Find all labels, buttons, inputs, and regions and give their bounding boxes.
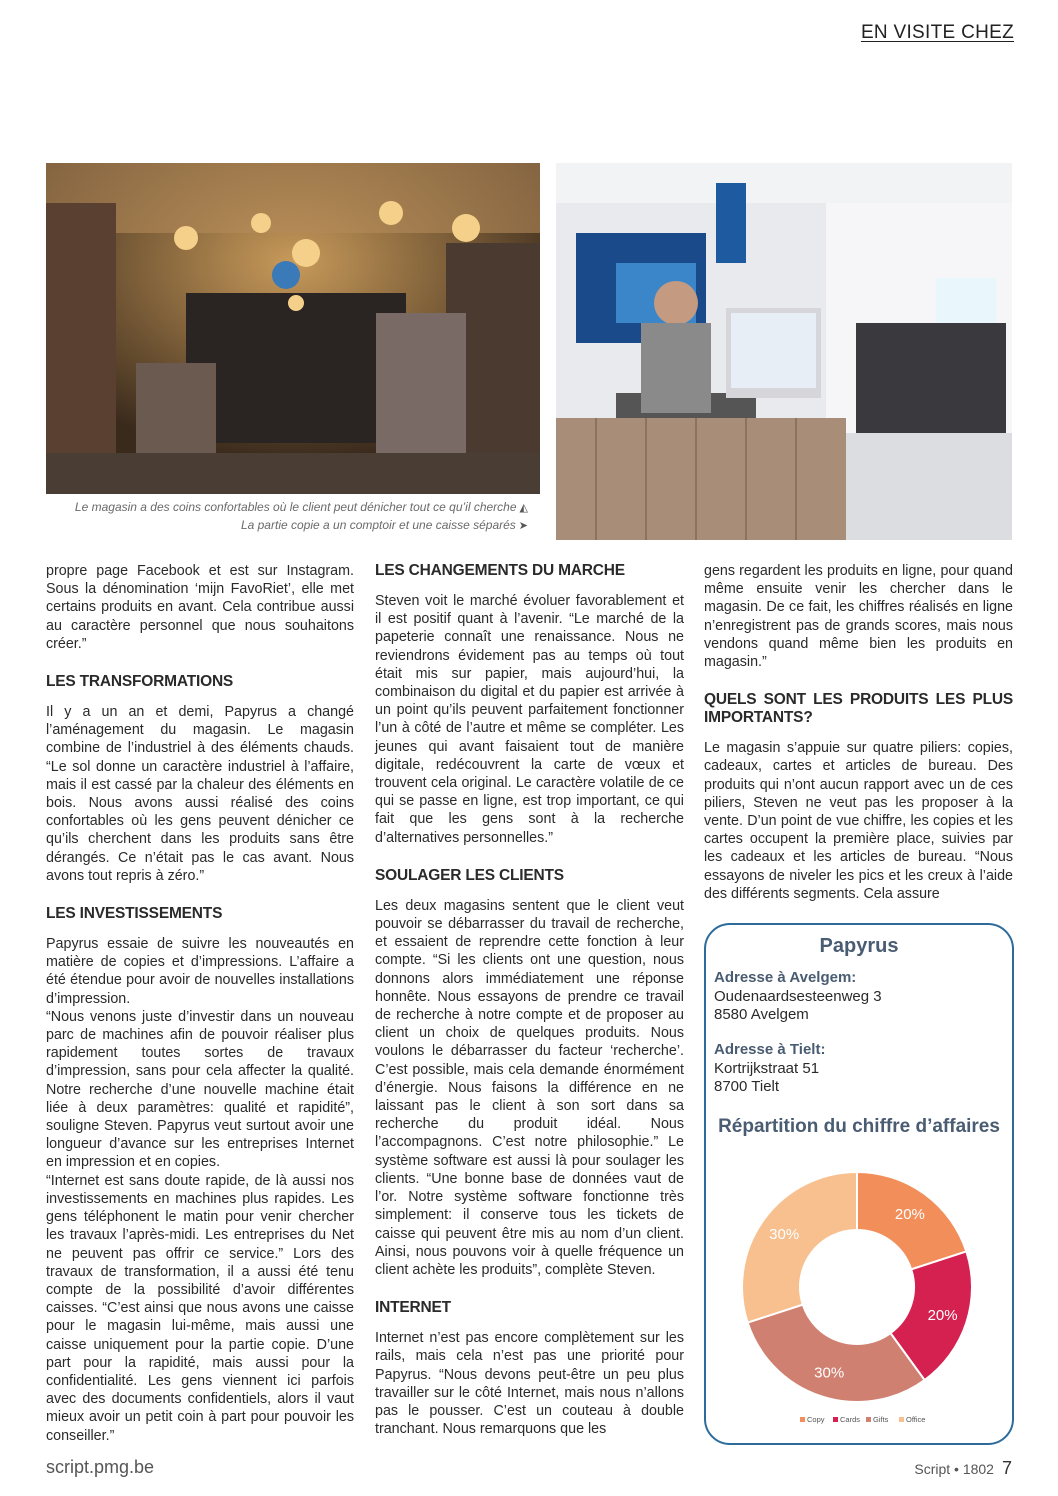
paragraph: “Internet est sans doute rapide, de là aussi nos investissements en machines plus rapides. Les gens téléphonent le matin pour venir chercher les travaux l’après-midi. Les entreprises du Net ne peuvent pas offrir ce service.” Lors des travaux de transformation, il a aussi été tenu compte de la possibilité d’avoir différentes caisses. “C’est ainsi que nous avons une caisse pour le magasin lui-même, mais aussi une caisse uniquement pour la partie copie. D’une part pour la rapidité, mais aussi pour la confidentialité. Les gens viennent ici parfois avec des documents confidentiels, alors il vaut mieux avoir un petit coin à part pour pouvoir les conseiller.” [46,1172,354,1444]
legend-swatch-copy [800,1417,805,1422]
legend-swatch-office [899,1417,904,1422]
data-label-office: 30% [769,1226,800,1244]
chart-title: Répartition du chiffre d’affaires [718,1116,1000,1137]
footer-website: script.pmg.be [46,1457,155,1477]
paragraph: Papyrus essaie de suivre les nouveautés en matière de copies et d’impressions. L’affaire a été étendue pour avoir de nouvelles installations d’impression. [46,936,354,1007]
paragraph: Le magasin s’appuie sur quatre piliers: copies, cadeaux, cartes et articles de bureau. Des produits qui n’ont aucun rapport avec un de ces piliers, Steven ne veut pas les proposer à la vente. D’un point de vue chiffre, les copies et les cartes occupent la première place, suivies par les cadeaux et les articles de bureau. “Nous essayons de niveler les pics et les creux à l’aide des différents segments. Cela assure [704,740,1013,902]
paragraph: “Nous venons juste d’investir dans un nouveau parc de machines afin de pouvoir réaliser plus rapidement toutes sortes de travaux d’impression, sans pour cela affecter la qualité. Notre recherche d’une nouvelle machine était liée à deux paramètres: qualité et rapidité”, souligne Steven. Papyrus veut surtout avoir une longueur d’avance sur les entreprises Internet en impression et en copies. [46,1008,354,1171]
page-number: 7 [1001,1458,1012,1478]
address-tielt [714,1041,825,1097]
footer-issue [914,1458,1012,1479]
donut-slice-gifts [748,1305,925,1402]
article-column-3 [704,562,1013,903]
heading-transformations: LES TRANSFORMATIONS [46,673,234,691]
legend-swatch-cards [833,1417,838,1422]
address-line: Kortrijkstraat 51 [714,1059,820,1077]
arrow-right-icon: ➤ [518,520,528,532]
legend-label-copy: Copy [807,1415,825,1424]
heading-soulager: SOULAGER LES CLIENTS [375,866,564,884]
paragraph: gens regardent les produits en ligne, pour quand même ensuite venir les chercher dans le magasin. De ce fait, les chiffres réalisés en ligne n’enregistrent pas de grands scores, mais nous vendons quand même bien les produits en magasin.” [704,563,1013,671]
copy-counter-photo [556,163,1012,540]
heading-changements: LES CHANGEMENTS DU MARCHE [375,562,625,579]
legend-swatch-gifts [866,1417,871,1422]
donut-slice-office [742,1172,857,1323]
article-column-1 [46,562,354,1445]
article-column-2 [375,562,684,1438]
photo-caption-right [241,518,528,532]
address-label: Adresse à Tielt: [714,1041,826,1058]
paragraph: Steven voit le marché évoluer favorablement et il est positif quant à l’avenir. “Le marché de la papeterie connaît une renaissance. Nous ne reviendrons évidement pas au temps où tout était mis sur papier, mais aujourd’hui, la combinaison du digital et du papier est arrivée à un point qu’ils peuvent parfaitement fonctionner l’un à côté de l’autre et même se compléter. Les jeunes qui avant faisaient tout de manière digitale, redécouvrent la carte de vœux et trouvent cela original. Le caractère volatile de ce qui se passe en ligne, est trop important, ce qui fait que les gens sont à la recherche d’alternatives personnelles.” [375,593,684,846]
paragraph: Internet n’est pas encore complètement sur les rails, mais cela n’est pas une priorité pour Papyrus. “Nous devons peut-être un peu plus travailler sur le côté Internet, mais nous n’allons pas le pousser. C’est un couteau à double tranchant. Nous remarquons que les [375,1330,684,1438]
address-label: Adresse à Avelgem: [714,969,857,986]
photo-caption-left [75,500,528,514]
data-label-copy: 20% [894,1206,925,1224]
address-line: Oudenaardsesteenweg 3 [714,987,882,1005]
address-line: 8580 Avelgem [714,1006,809,1023]
arrow-up-icon: ◭ [519,502,528,514]
address-avelgem [714,969,882,1025]
issue-label: Script • 1802 [914,1461,994,1477]
data-label-cards: 20% [927,1306,958,1324]
paragraph: Les deux magasins sentent que le client veut pouvoir se débarrasser du travail de recherche, et essaient de reprendre cette fonction à leur compte. “Si les clients ont une question, nous donnons alors immédiatement une réponse honnête. Nous essayons de prendre ce travail de recherche à notre compte et de proposer au client un choix de quelques produits. Nous voulons le débarrasser du facteur ‘recherche’. C’est possible, mais cela demande énormément d’énergie. Nous faisons la différence en ne laissant pas le client à son sort dans sa recherche du produit idéal. Nous l’accompagnons. C’est notre philosophie.” Le système software est aussi là pour soulager les clients. “Une bonne base de données vaut de l’or. Notre système software fonctionne très simplement: il conserve tous les tickets de caisse qui peuvent être mis au nom d’un client. Ainsi, nous pouvons voir à quelle fréquence un client achète les produits”, complète Steven. [375,897,684,1278]
legend-label-cards: Cards [840,1415,861,1424]
paragraph: Il y a un an et demi, Papyrus a changé l’aménagement du magasin. Le magasin combine de l’industriel à des éléments chauds. “Le sol donne un caractère industriel à l’affaire, mais il est cassé par la chaleur des éléments en bois. Nous avons aussi réalisé des coins confortables où les gens peuvent dénicher ce qu’ils cherchent dans les produits sans être dérangés. Ce n’était pas le cas avant. Nous avons tout repris à zéro.” [46,704,354,884]
caption-text-left: Le magasin a des coins confortables où le client peut dénicher tout ce qu’il cherche [74,500,517,514]
heading-investissements: LES INVESTISSEMENTS [46,905,223,923]
data-label-gifts: 30% [814,1364,845,1382]
revenue-donut-chart [704,1160,1014,1445]
legend-label-gifts: Gifts [873,1415,889,1424]
address-line: 8700 Tielt [714,1078,780,1095]
legend-label-office: Office [906,1415,926,1424]
section-label: EN VISITE CHEZ [860,22,1014,43]
caption-text-right: La partie copie a un comptoir et une caisse séparés [240,518,516,532]
store-interior-photo [46,163,540,494]
heading-produits: QUELS SONT LES PRODUITS LES PLUS IMPORTANTS? [704,691,1013,727]
paragraph: propre page Facebook et est sur Instagram. Sous la dénomination ‘mijn FavoRiet’, elle met certains produits en avant. Cela contribue aussi au caractère personnel que nous souhaitons créer.” [46,563,354,652]
heading-internet: INTERNET [375,1299,451,1317]
info-box-title: Papyrus [819,935,899,957]
